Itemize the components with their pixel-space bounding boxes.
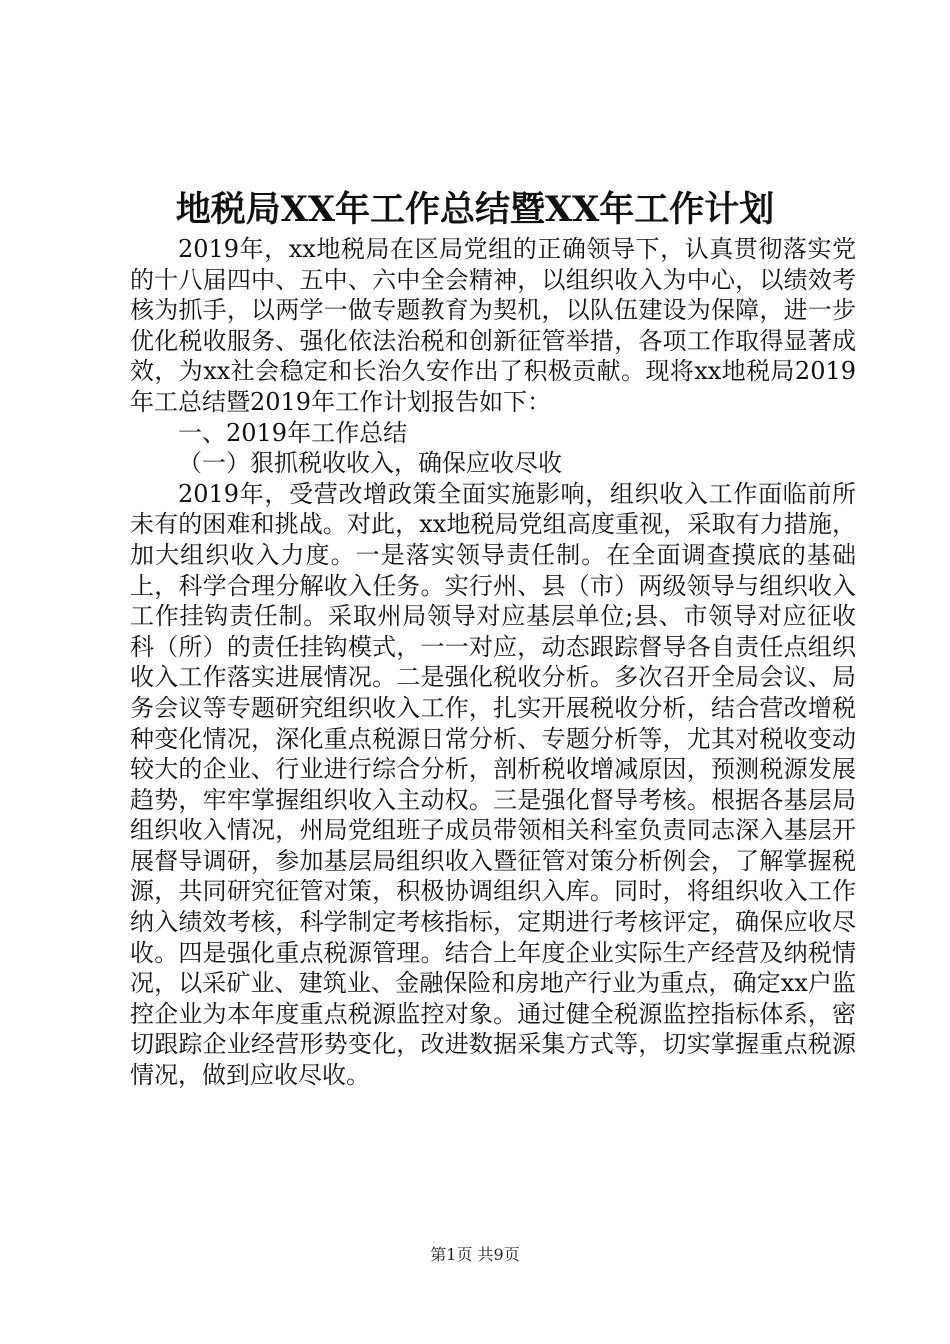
section-heading: 一、2019年工作总结 [178,418,408,447]
document-body [130,234,856,1091]
page-number: 第1页 共9页 [430,1245,520,1264]
body-paragraph: 2019年，受营改增政策全面实施影响，组织收入工作面临前所未有的困难和挑战。对此，xx地税局党组高度重视，采取有力措施，加大组织收入力度。一是落实领导责任制。在全面调查摸底的基础上，科学合理分解收入任务。实行州、县（市）两级领导与组织收入工作挂钩责任制。采取州局领导对应基层单位;县、市领导对应征收科（所）的责任挂钩模式，一一对应，动态跟踪督导各自责任点组织收入工作落实进展情况。二是强化税收分析。多次召开全局会议、局务会议等专题研究组织收入工作，扎实开展税收分析，结合营改增税种变化情况，深化重点税源日常分析、专题分析等，尤其对税收变动较大的企业、行业进行综合分析，剖析税收增减原因，预测税源发展趋势，牢牢掌握组织收入主动权。三是强化督导考核。根据各基层局组织收入情况，州局党组班子成员带领相关科室负责同志深入基层开展督导调研，参加基层局组织收入暨征管对策分析例会，了解掌握税源，共同研究征管对策，积极协调组织入库。同时，将组织收入工作纳入绩效考核，科学制定考核指标，定期进行考核评定，确保应收尽收。四是强化重点税源管理。结合上年度企业实际生产经营及纳税情况，以采矿业、建筑业、金融保险和房地产行业为重点，确定xx户监控企业为本年度重点税源监控对象。通过健全税源监控指标体系，密切跟踪企业经营形势变化，改进数据采集方式等，切实掌握重点税源情况，做到应收尽收。 [130,479,856,1090]
intro-paragraph: 2019年，xx地税局在区局党组的正确领导下，认真贯彻落实党的十八届四中、五中、六中全会精神，以组织收入为中心，以绩效考核为抓手，以两学一做专题教育为契机，以队伍建设为保障，进一步优化税收服务、强化依法治税和创新征管举措，各项工作取得显著成效，为xx社会稳定和长治久安作出了积极贡献。现将xx地税局2019年工总结暨2019年工作计划报告如下： [130,235,856,416]
subsection-heading: （一）狠抓税收收入，确保应收尽收 [178,449,562,478]
document-title: 地税局XX年工作总结暨XX年工作计划 [175,189,775,230]
